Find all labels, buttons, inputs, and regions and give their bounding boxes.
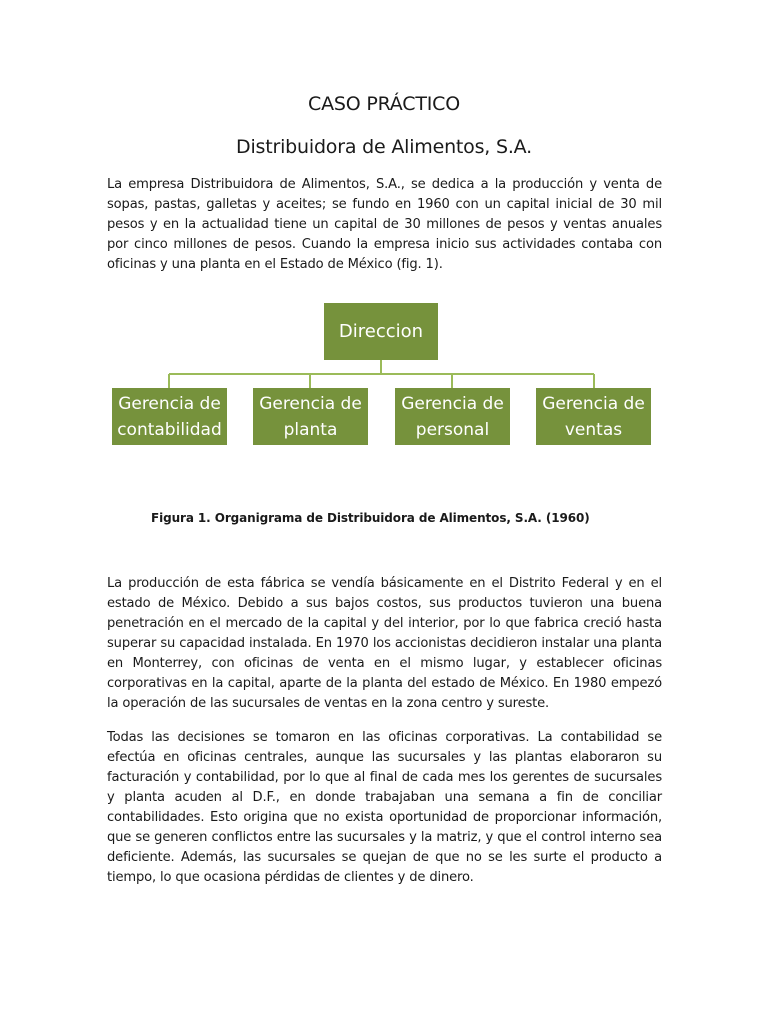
document-title: CASO PRÁCTICO — [308, 93, 460, 115]
document-subtitle: Distribuidora de Alimentos, S.A. — [236, 136, 532, 158]
paragraph-intro: La empresa Distribuidora de Alimentos, S.A., se dedica a la producción y venta de sopas, pastas, galletas y aceites; se fundo en 1960 con un capital inicial de 30 mil pesos y en la actualidad tiene un capital de 30 millones de pesos y ventas anuales por cinco millones de pesos. Cuando la empresa inicio sus actividades contaba con oficinas y una planta en el Estado de México (fig. 1). — [107, 177, 662, 272]
org-node-direccion: Direccion — [324, 303, 438, 360]
org-node-gerencia-personal: Gerencia de personal — [395, 388, 510, 445]
org-node-gerencia-contabilidad: Gerencia de contabilidad — [112, 388, 227, 445]
org-node-gerencia-ventas: Gerencia de ventas — [536, 388, 651, 445]
paragraph-problems: Todas las decisiones se tomaron en las oficinas corporativas. La contabilidad se efectúa en oficinas centrales, aunque las sucursales y las plantas elaboraron su facturación y contabilidad, por lo que al final de cada mes los gerentes de sucursales y planta acuden al D.F., en donde trabajaban una semana a fin de conciliar contabilidades. Esto origina que no exista oportunidad de proporcionar información, que se generen conflictos entre las sucursales y la matriz, y que el control interno sea deficiente. Además, las sucursales se quejan de que no se les surte el producto a tiempo, lo que ocasiona pérdidas de clientes y de dinero. — [107, 730, 662, 885]
figure-caption: Figura 1. Organigrama de Distribuidora de Alimentos, S.A. (1960) — [151, 511, 590, 525]
org-node-gerencia-planta: Gerencia de planta — [253, 388, 368, 445]
paragraph-history: La producción de esta fábrica se vendía básicamente en el Distrito Federal y en el estado de México. Debido a sus bajos costos, sus productos tuvieron una buena penetración en el mercado de la capital y del interior, por lo que fabrica creció hasta superar su capacidad instalada. En 1970 los accionistas decidieron instalar una planta en Monterrey, con oficinas de venta en el mismo lugar, y establecer oficinas corporativas en la capital, aparte de la planta del estado de México. En 1980 empezó la operación de las sucursales de ventas en la zona centro y sureste. — [107, 576, 662, 711]
